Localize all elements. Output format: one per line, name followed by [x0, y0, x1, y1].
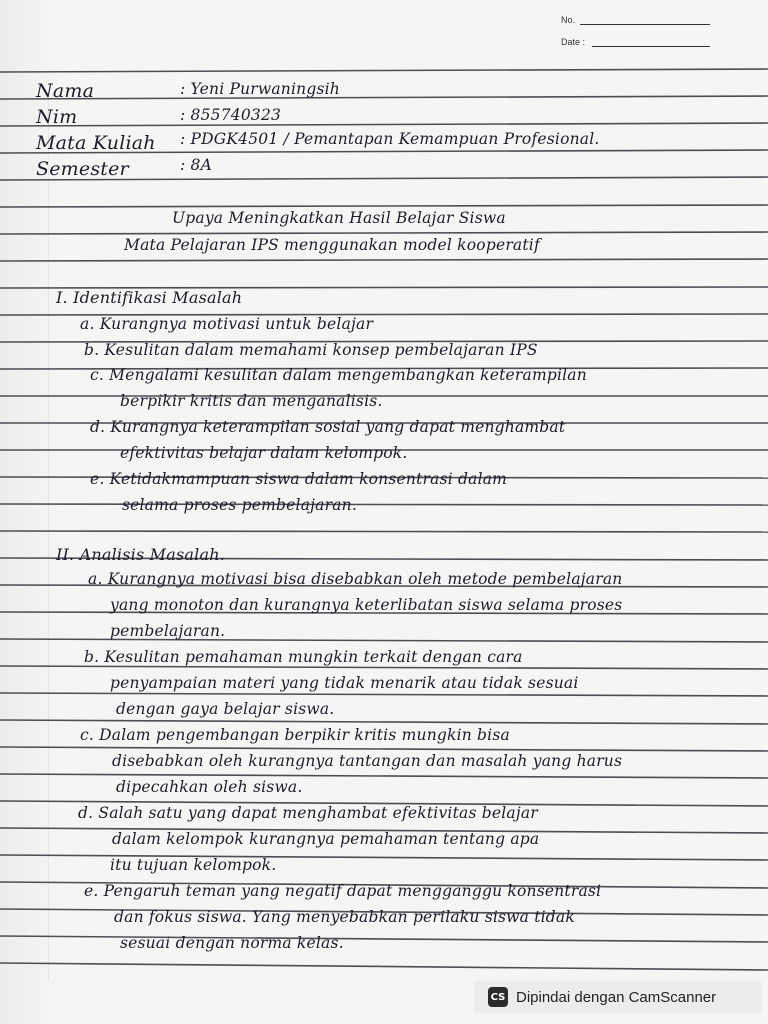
- nama-value: : Yeni Purwaningsih: [180, 80, 340, 98]
- section-2-line: b. Kesulitan pemahaman mungkin terkait dengan cara: [84, 648, 523, 666]
- camscanner-icon: CS: [488, 987, 508, 1007]
- section-1-line: selama proses pembelajaran.: [122, 496, 357, 514]
- section-1-line: c. Mengalami kesulitan dalam mengembangkan keterampilan: [90, 366, 587, 384]
- section-2-line: c. Dalam pengembangan berpikir kritis mungkin bisa: [80, 726, 510, 744]
- section-2-heading: II. Analisis Masalah.: [56, 545, 225, 564]
- section-1-line: e. Ketidakmampuan siswa dalam konsentrasi dalam: [90, 470, 508, 488]
- title-line-2: Mata Pelajaran IPS menggunakan model kooperatif: [124, 236, 540, 254]
- section-2-line: e. Pengaruh teman yang negatif dapat mengganggu konsentrasi: [84, 882, 602, 900]
- section-1-line: efektivitas belajar dalam kelompok.: [120, 444, 408, 462]
- nim-label: Nim: [36, 106, 78, 128]
- section-2-line: a. Kurangnya motivasi bisa disebabkan oleh metode pembelajaran: [88, 570, 623, 588]
- semester-label: Semester: [36, 158, 129, 180]
- no-label: No.: [561, 15, 576, 25]
- section-1-line: b. Kesulitan dalam memahami konsep pembelajaran IPS: [84, 341, 538, 359]
- page-margin: [48, 100, 49, 980]
- section-2-line: yang monoton dan kurangnya keterlibatan siswa selama proses: [110, 596, 623, 614]
- camscanner-badge: [474, 981, 762, 1013]
- no-underline: [580, 24, 710, 25]
- section-2-line: dalam kelompok kurangnya pemahaman tentang apa: [112, 830, 540, 848]
- mata-kuliah-label: Mata Kuliah: [36, 132, 156, 154]
- section-2-line: itu tujuan kelompok.: [110, 856, 277, 874]
- date-underline: [592, 46, 710, 47]
- section-1-line: a. Kurangnya motivasi untuk belajar: [80, 315, 374, 333]
- section-2-line: dan fokus siswa. Yang menyebabkan perilaku siswa tidak: [114, 908, 575, 926]
- section-2-line: d. Salah satu yang dapat menghambat efektivitas belajar: [78, 804, 538, 822]
- semester-value: : 8A: [180, 156, 213, 174]
- section-2-line: pembelajaran.: [110, 622, 226, 640]
- section-2-line: disebabkan oleh kurangnya tantangan dan masalah yang harus: [112, 752, 623, 770]
- date-label: Date :: [561, 37, 586, 47]
- section-1-heading: I. Identifikasi Masalah: [56, 288, 243, 307]
- mata-kuliah-value: : PDGK4501 / Pemantapan Kemampuan Profesional.: [180, 130, 600, 148]
- nama-label: Nama: [36, 80, 95, 102]
- nim-value: : 855740323: [180, 106, 282, 124]
- section-1-line: berpikir kritis dan menganalisis.: [120, 392, 383, 410]
- section-2-line: penyampaian materi yang tidak menarik atau tidak sesuai: [110, 674, 579, 692]
- section-2-line: dengan gaya belajar siswa.: [116, 700, 335, 718]
- title-line-1: Upaya Meningkatkan Hasil Belajar Siswa: [172, 209, 506, 227]
- section-2-line: sesuai dengan norma kelas.: [120, 934, 344, 952]
- section-2-line: dipecahkan oleh siswa.: [116, 778, 303, 796]
- camscanner-text: Dipindai dengan CamScanner: [516, 988, 717, 1006]
- section-1-line: d. Kurangnya keterampilan sosial yang dapat menghambat: [90, 418, 566, 436]
